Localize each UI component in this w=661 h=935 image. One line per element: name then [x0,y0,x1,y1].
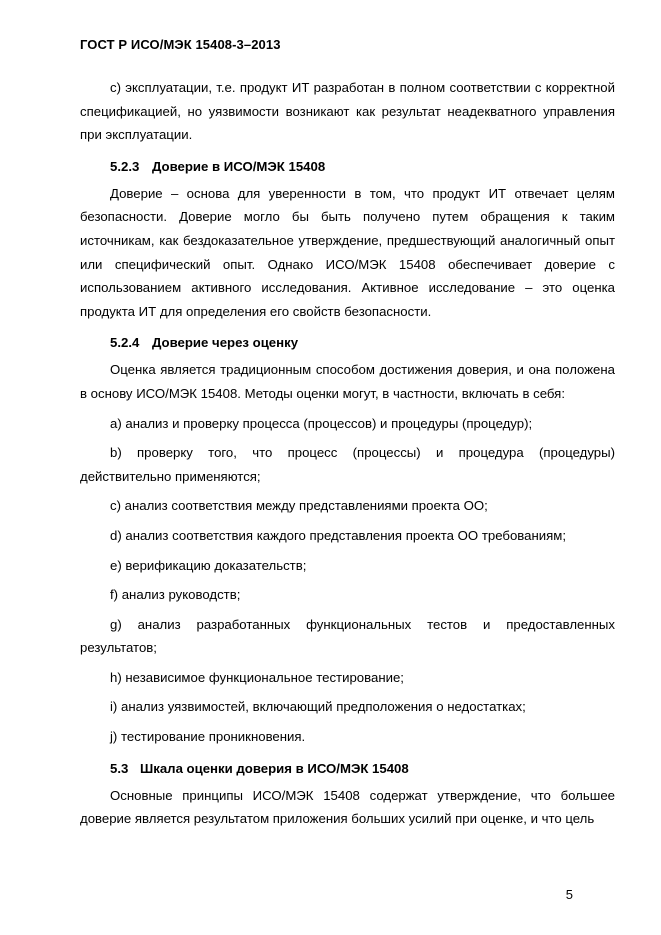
list-item: h) независимое функциональное тестирование; [110,669,404,685]
section-number: 5.2.3 [110,158,140,174]
section-5-3-text: Основные принципы ИСО/МЭК 15408 содержат утверждение, что большее доверие является результатом приложения больших усилий при оценке, и что цель [80,787,615,827]
section-heading-5-2-3 [80,155,615,178]
page-number: 5 [565,887,573,902]
section-5-2-4-text: Оценка является традиционным способом достижения доверия, и она положена в основу ИСО/МЭК 15408. Методы оценки могут, в частности, включать в себя: [80,362,615,401]
list-item: b) проверку того, что процесс (процессы) и процедура (процедуры) действительно применяются; [80,445,615,484]
list-item: f) анализ руководств; [110,587,241,603]
list-item: g) анализ разработанных функциональных тестов и предоставленных результатов; [80,616,615,656]
list-item: e) верификацию доказательств; [110,557,307,573]
document-header: ГОСТ Р ИСО/МЭК 15408-3–2013 [80,37,281,52]
section-heading-5-2-4 [80,331,615,354]
section-5-2-3-text: Доверие – основа для уверенности в том, что продукт ИТ отвечает целям безопасности. Доверие могло бы быть получено путем обращения к таким источникам, как бездоказательное утверждение, предшествующий аналогичный опыт или специфический опыт. Однако ИСО/МЭК 15408 обеспечивает доверие с использованием активного исследования. Активное исследование – это оценка продукта ИТ для определения его свойств безопасности. [80,185,615,319]
paragraph-c: c) эксплуатации, т.е. продукт ИТ разработан в полном соответствии с корректной спецификацией, но уязвимости возникают как результат неадекватного управления при эксплуатации. [80,80,615,143]
section-title: Шкала оценки доверия в ИСО/МЭК 15408 [140,760,409,776]
list-item: c) анализ соответствия между представлениями проекта ОО; [110,498,488,514]
section-title: Доверие через оценку [152,335,299,351]
section-number: 5.2.4 [110,335,140,351]
list-item: i) анализ уязвимостей, включающий предположения о недостатках; [110,699,526,715]
section-title: Доверие в ИСО/МЭК 15408 [152,158,326,174]
section-number: 5.3 [110,760,129,776]
list-item: j) тестирование проникновения. [110,729,306,745]
document-body [80,76,615,831]
list-item: а) анализ и проверку процесса (процессов) и процедуры (процедур); [110,415,533,431]
list-item: d) анализ соответствия каждого представления проекта ОО требованиям; [110,527,567,543]
section-heading-5-3 [80,757,615,780]
